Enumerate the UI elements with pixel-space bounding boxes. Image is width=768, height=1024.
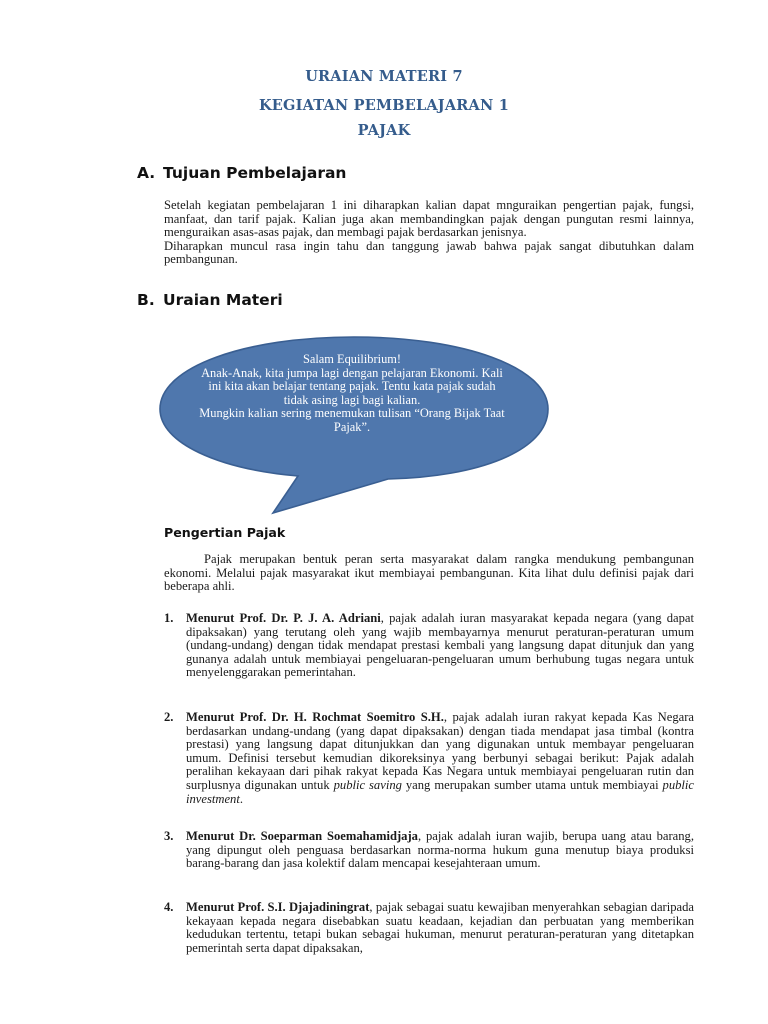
pengertian-intro: Pajak merupakan bentuk peran serta masyarakat dalam rangka mendukung pembangunan ekonomi. Melalui pajak masyarakat ikut membiayai pembangunan. Kita lihat dulu definisi pajak dari beberapa ahli. — [164, 552, 694, 594]
definition-author: Menurut Prof. S.I. Djajadiningrat — [186, 900, 370, 914]
bubble-line: Anak-Anak, kita jumpa lagi dengan pelajaran Ekonomi. Kali — [201, 365, 503, 380]
definition-text: . — [239, 791, 244, 806]
bubble-line: tidak asing lagi bagi kalian. — [283, 392, 421, 407]
definition-emphasis: public investment — [186, 777, 695, 806]
expectation-paragraph: Diharapkan muncul rasa ingin tahu dan tanggung jawab bahwa pajak sangat dibutuhkan dalam pembangunan. — [164, 238, 694, 267]
definition-author: Menurut Prof. Dr. H. Rochmat Soemitro S.H. — [186, 710, 444, 724]
definition-item — [164, 830, 694, 871]
definition-item — [164, 901, 694, 955]
definition-author: Menurut Dr. Soeparman Soemahamidjaja — [186, 829, 418, 843]
definition-text: , pajak adalah iuran wajib, berupa uang atau barang, yang dipungut oleh penguasa berdasarkan norma-norma hukum guna menutup biaya produksi barang-barang dan jasa kolektif dalam mencapai kesejahteraan umum. — [186, 829, 695, 871]
section-a-letter: A. — [137, 164, 156, 182]
definition-number: 4. — [164, 900, 174, 914]
section-a-body — [164, 199, 694, 267]
doc-topic: PAJAK — [357, 122, 411, 139]
definition-number: 3. — [164, 829, 174, 843]
definition-text: yang merupakan sumber utama untuk membiayai — [401, 777, 663, 792]
bubble-line: Pajak”. — [333, 419, 371, 434]
doc-title: URAIAN MATERI 7 — [305, 68, 463, 85]
definition-author: Menurut Prof. Dr. P. J. A. Adriani — [186, 611, 381, 625]
definition-emphasis: public saving — [333, 777, 402, 792]
objective-paragraph: Setelah kegiatan pembelajaran 1 ini diharapkan kalian dapat mnguraikan pengertian pajak, fungsi, manfaat, dan tarif pajak. Kalian juga akan membandingkan pajak dengan pungutan resmi lainnya, menguraikan asas-asas pajak, dan membagi pajak berdasarkan jenisnya. — [164, 198, 694, 240]
definition-number: 2. — [164, 710, 174, 724]
definition-text: , pajak adalah iuran rakyat kepada Kas Negara berdasarkan undang-undang (yang dapat dipaksakan) dengan tiada mendapat jasa timbal (kontra prestasi) yang langsung dapat ditunjukkan dan yang digunakan untuk membayar pengeluaran umum. Definisi tersebut kemudian dikoreksinya yang berbunyi sebagai berikut: Pajak adalah peralihan kekayaan dari pihak rakyat kepada Kas Negara untuk membiayai pengeluaran rutin dan surplusnya digunakan untuk — [186, 710, 694, 792]
bubble-greeting: Salam Equilibrium! — [302, 352, 402, 366]
definition-item — [164, 711, 694, 806]
section-b-heading — [137, 291, 283, 309]
bubble-text — [166, 353, 538, 435]
pengertian-heading: Pengertian Pajak — [164, 525, 286, 540]
doc-subtitle: KEGIATAN PEMBELAJARAN 1 — [259, 97, 509, 114]
definition-item — [164, 612, 694, 680]
section-b-letter: B. — [137, 291, 155, 309]
bubble-line: ini kita akan belajar tentang pajak. Tentu kata pajak sudah — [208, 379, 496, 394]
section-a-title: Tujuan Pembelajaran — [163, 164, 347, 182]
section-b-title: Uraian Materi — [163, 291, 283, 309]
definition-text: , pajak adalah iuran masyarakat kepada negara (yang dapat dipaksakan) yang terutang oleh yang wajib membayarnya menurut peraturan-peraturan umum (undang-undang) dengan tidak mendapat prestasi kembali yang langsung dapat ditunjuk dan yang gunanya adalah untuk membiayai pengeluaran-pengeluaran umum berhubung tugas negara untuk menyelenggarakan pemerintahan. — [186, 611, 694, 680]
bubble-line: Mungkin kalian sering menemukan tulisan “Orang Bijak Taat — [199, 406, 505, 421]
definition-number: 1. — [164, 611, 174, 625]
definition-text: , pajak sebagai suatu kewajiban menyerahkan sebagian daripada kekayaan kepada negara disebabkan suatu keadaan, kejadian dan perbuatan yang memberikan kedudukan tertentu, tetapi bukan sebagai hukuman, menurut peraturan-peraturan yang ditetapkan pemerintah serta dapat dipaksakan, — [186, 900, 695, 955]
section-a-heading — [137, 164, 346, 182]
